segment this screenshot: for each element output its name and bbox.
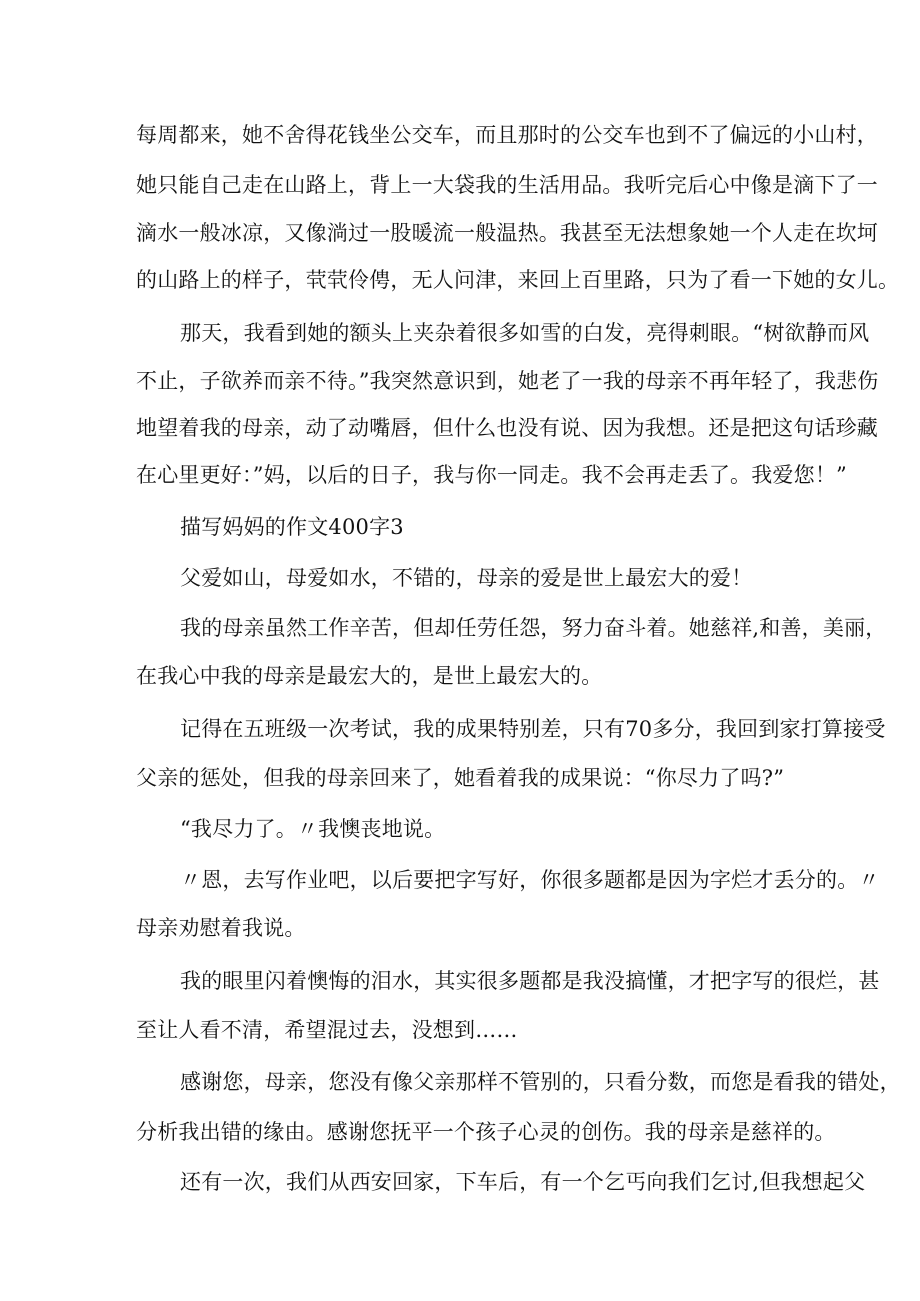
text-line: 分析我出错的缘由。感谢您抚平一个孩子心灵的创伤。我的母亲是慈祥的。 <box>136 1120 836 1144</box>
text-line: 那天，我看到她的额头上夹杂着很多如雪的白发，亮得刺眼。“树欲静而风 <box>180 321 870 345</box>
text-line: 在心里更好：”妈，以后的日子，我与你一同走。我不会再走丢了。我爱您！” <box>136 463 847 487</box>
text-line: 地望着我的母亲，动了动嘴唇，但什么也没有说、因为我想。还是把这句话珍藏 <box>136 416 878 440</box>
text-line: 至让人看不清，希望混过去，没想到…… <box>136 1018 518 1042</box>
text-line: 在我心中我的母亲是最宏大的，是世上最宏大的。 <box>136 664 603 688</box>
text-line: 我的母亲虽然工作辛苦，但却任劳任怨，努力奋斗着。她慈祥,和善，美丽， <box>180 616 887 640</box>
text-line: 她只能自己走在山路上，背上一大袋我的生活用品。我听完后心中像是滴下了一 <box>136 173 878 197</box>
text-line: 我的眼里闪着懊悔的泪水，其实很多题都是我没搞懂，才把字写的很烂，甚 <box>180 969 880 993</box>
text-line: 每周都来，她不舍得花钱坐公交车，而且那时的公交车也到不了偏远的小山村， <box>136 123 878 147</box>
text-line: 的山路上的样子，茕茕伶俜，无人问津，来回上百里路，只为了看一下她的女儿。 <box>136 268 900 292</box>
section-heading: 描写妈妈的作文400字3 <box>180 515 404 539</box>
text-line: 记得在五班级一次考试，我的成果特别差，只有70多分，我回到家打算接受 <box>180 717 886 741</box>
text-line: 滴水一般冰凉，又像淌过一股暖流一般温热。我甚至无法想象她一个人走在坎坷 <box>136 221 878 245</box>
text-line: 父爱如山，母爱如水，不错的，母亲的爱是世上最宏大的爱！ <box>180 566 753 590</box>
text-line: 不止，子欲养而亲不待。”我突然意识到，她老了一我的母亲不再年轻了，我悲伤 <box>136 369 879 393</box>
text-line: 母亲劝慰着我说。 <box>136 916 306 940</box>
text-line: 〃恩，去写作业吧，以后要把字写好，你很多题都是因为字烂才丢分的。〃 <box>180 868 880 892</box>
text-line: 感谢您，母亲，您没有像父亲那样不管别的，只看分数，而您是看我的错处， <box>180 1070 901 1094</box>
text-line: “我尽力了。〃我懊丧地说。 <box>180 817 446 841</box>
text-line: 父亲的惩处，但我的母亲回来了，她看着我的成果说：“你尽力了吗?” <box>136 766 785 790</box>
text-line: 还有一次，我们从西安回家，下车后，有一个乞丐向我们乞讨,但我想起父 <box>180 1170 866 1194</box>
